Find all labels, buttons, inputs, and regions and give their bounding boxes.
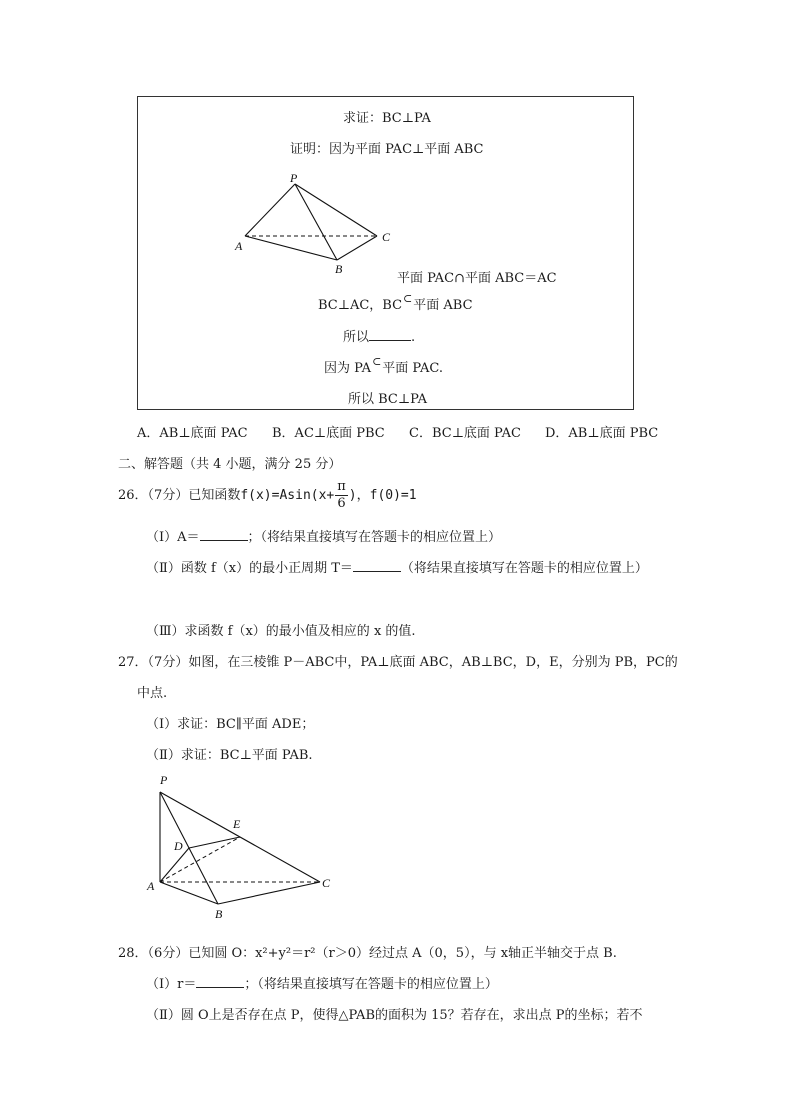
proof-bc-line [318,294,473,313]
q26-frac-den: 6 [337,496,346,511]
intersection-symbol: ∩ [454,271,465,286]
proof-start-line: 证明：因为平面 PAC⊥平面 ABC [290,142,484,157]
q26-part2 [146,557,648,576]
q26-func-left: f(x)=Asin(x+ [240,488,335,503]
label-a-2: A [147,879,155,893]
q26-answer-a-blank[interactable] [200,528,248,541]
label-c-2: C [322,876,331,890]
edge-pc [295,184,377,236]
option-b[interactable]: B．AC⊥底面 PBC [272,426,385,441]
label-p-2: P [160,773,168,787]
section-header: 二、解答题（共 4 小题，满分 25 分） [118,457,342,472]
q26-func-right: )，f(0)=1 [348,488,417,503]
q26-lead: 26．（7分）已知函数 [118,488,241,503]
edge-pa [245,184,295,236]
q28-line1: 28．（6分）已知圆 O：x²+y²＝r²（r＞0）经过点 A（0，5），与 x轴正半轴交于点 B. [118,946,617,961]
q26-part1-a: （Ⅰ）A＝ [146,530,200,545]
bc-part-a: BC⊥AC，BC [318,298,403,313]
q27-part1: （Ⅰ）求证：BC∥平面 ADE； [146,717,315,732]
edge-pb [295,184,337,260]
label-c: C [382,230,391,244]
q27-line1: 27．（7分）如图，在三棱锥 P－ABC中，PA⊥底面 ABC，AB⊥BC，D，E，分别为 PB，PC的 [118,655,678,670]
figure-pyramid-de [140,770,340,922]
q26-fraction [335,479,348,512]
q26-frac-num: π [337,479,346,494]
subset-symbol-2: ⊂ [372,355,382,368]
q28-part1 [146,973,498,992]
proof-intersection-line [397,267,557,286]
edge-bc-2 [218,882,320,904]
proof-prove-line: 求证：BC⊥PA [343,111,431,126]
edge-ad [160,848,189,882]
because-part-a: 因为 PA [324,361,372,376]
q26-part1 [146,526,501,545]
subset-symbol: ⊂ [403,292,413,305]
option-a[interactable]: A．AB⊥底面 PAC [137,426,248,441]
q26-answer-t-blank[interactable] [353,559,401,572]
edge-ae-hidden [160,837,240,882]
option-d[interactable]: D．AB⊥底面 PBC [545,426,659,441]
figure-pyramid-pabc [225,170,400,280]
q27-part2: （Ⅱ）求证：BC⊥平面 PAB. [146,748,313,763]
q28-part1-b: ；（将结果直接填写在答题卡的相应位置上） [244,977,498,992]
q26-part3: （Ⅲ）求函数 f（x）的最小值及相应的 x 的值. [146,624,416,639]
proof-so-line [343,326,415,345]
q26-part2-b: （将结果直接填写在答题卡的相应位置上） [400,561,648,576]
edge-ab-2 [160,882,218,904]
q26-part1-b: ；（将结果直接填写在答题卡的相应位置上） [247,530,502,545]
label-e-2: E [233,817,241,831]
q28-answer-r-blank[interactable] [196,975,244,988]
so-blank[interactable] [369,328,411,341]
so-part-a: 所以 [343,330,370,345]
label-b-2: B [215,907,223,921]
intersection-part-a: 平面 PAC [397,271,455,286]
q28-part1-a: （Ⅰ）r＝ [146,977,197,992]
label-b: B [335,262,343,276]
proof-conclusion-line: 所以 BC⊥PA [348,392,428,407]
bc-part-b: 平面 ABC [413,298,473,313]
edge-ab [245,236,337,260]
q26-part2-a: （Ⅱ）函数 f（x）的最小正周期 T＝ [146,561,353,576]
edge-bc [337,236,377,260]
option-c[interactable]: C．BC⊥底面 PAC [409,426,521,441]
q26-stem [118,479,417,512]
intersection-part-b: 平面 ABC＝AC [464,271,557,286]
edge-de [189,837,240,848]
label-p: P [290,171,298,185]
q27-line2: 中点. [137,686,168,701]
q28-part2: （Ⅱ）圆 O上是否存在点 P，使得△PAB的面积为 15？若存在，求出点 P的坐标；若不 [146,1008,643,1023]
label-d-2: D [174,839,183,853]
so-part-b: . [411,330,416,345]
label-a: A [235,239,243,253]
proof-because-line [324,357,443,376]
because-part-b: 平面 PAC. [382,361,443,376]
